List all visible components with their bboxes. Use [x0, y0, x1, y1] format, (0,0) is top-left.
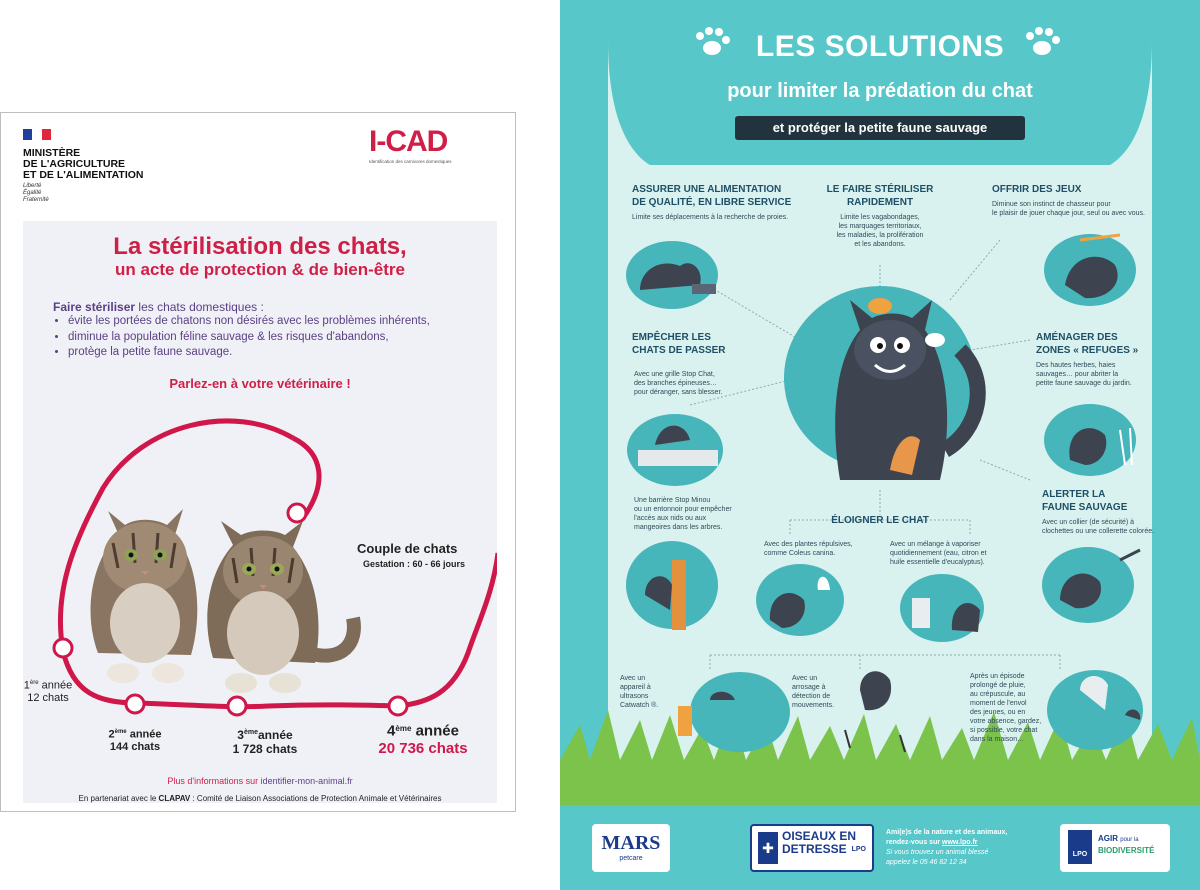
mars-logo-text: MARS: [601, 832, 661, 854]
year-3-sup: ème: [243, 729, 258, 736]
invite-line-3: Si vous trouvez un animal blessé: [886, 849, 989, 856]
pluie-line: si possible, votre chat: [970, 727, 1038, 734]
collar-bell: [288, 504, 306, 522]
year-2-num: 2: [108, 728, 115, 741]
main-subtitle: un acte de protection & de bien-être: [115, 260, 405, 279]
refuges-title-1: AMÉNAGER DES: [1036, 332, 1118, 343]
year-4-text: année: [411, 722, 459, 740]
barriere-text-1: Une barrière Stop Minou: [634, 497, 711, 504]
ministry-name-2: DE L'AGRICULTURE: [23, 158, 126, 170]
cross-icon: ✚: [758, 832, 778, 864]
solutions-ribbon: et protéger la petite faune sauvage: [735, 116, 1025, 140]
grille-text-1: Avec une grille Stop Chat,: [634, 371, 715, 378]
alimentation-desc: Limite ses déplacements à la recherche de proies.: [632, 214, 789, 221]
solutions-subtitle: pour limiter la prédation du chat: [727, 80, 1033, 102]
year-1-count: 12 chats: [27, 691, 69, 704]
year-4-dot: [389, 697, 407, 715]
kitten-right: [207, 521, 354, 693]
oiseaux-text-2: DETRESSE: [782, 842, 847, 856]
barriere-text-2: ou un entonnoir pour empêcher: [634, 506, 732, 513]
vignette-vaporiser: [900, 574, 984, 642]
icad-logo: [369, 127, 479, 164]
year-1-sup: ère: [29, 680, 39, 686]
lpo-mark: LPO: [1068, 830, 1092, 864]
vignette-plantes: [756, 564, 844, 636]
steriliser-desc-4: et les abandons.: [854, 241, 906, 248]
partner-prefix: En partenariat avec le: [78, 794, 159, 803]
steriliser-desc-1: Limite les vagabondages,: [840, 214, 920, 221]
benefit-item: • diminue la population féline sauvage & les risques d'abandons,: [68, 330, 508, 346]
arrosage-text: [792, 674, 852, 710]
section-jeux: [992, 183, 1172, 218]
vignette-pluie: [1047, 670, 1143, 750]
invite-line-1: Ami(e)s de la nature et des animaux,: [886, 829, 1008, 836]
biodiversite-text: BIODIVERSITÉ: [1098, 846, 1155, 855]
pluie-line: dans la maison…: [970, 736, 1025, 743]
arrosage-line: mouvements.: [792, 702, 835, 709]
year-2-dot: [126, 695, 144, 713]
kittens-growth-illustration: [23, 393, 497, 763]
steriliser-desc-2: les marquages territoriaux,: [838, 223, 922, 230]
more-info-prefix: Plus d'informations sur: [167, 776, 261, 786]
mars-logo-sub: petcare: [619, 855, 643, 862]
pluie-line: prolongé de pluie,: [970, 682, 1026, 689]
agir-pour-text: pour la: [1120, 837, 1139, 843]
intro-line: [53, 300, 264, 314]
vet-cta: Parlez-en à votre vétérinaire !: [169, 376, 351, 391]
couple-title: Couple de chats: [357, 541, 458, 556]
pluie-line: moment de l'envol: [970, 700, 1027, 707]
agir-text: AGIR: [1098, 834, 1118, 843]
intro-rest: les chats domestiques :: [135, 300, 264, 314]
plantes-text-1: Avec des plantes répulsives,: [764, 541, 853, 548]
steriliser-title-1: LE FAIRE STÉRILISER: [826, 184, 934, 195]
footer-invite: [886, 828, 1036, 868]
year-4-num: 4: [387, 722, 396, 740]
ministry-name-1: MINISTÈRE: [23, 147, 81, 159]
year-2-count: 144 chats: [109, 740, 161, 753]
pluie-line: votre absence, gardez,: [970, 718, 1042, 725]
main-title: La stérilisation des chats,: [113, 233, 407, 260]
alerter-title-2: FAUNE SAUVAGE: [1042, 502, 1128, 513]
plantes-text-2: comme Coleus canina.: [764, 550, 836, 557]
eloigner-vaporiser: [890, 540, 1020, 567]
year-2-text: année: [126, 728, 162, 741]
year-1-dot: [54, 639, 72, 657]
french-flag-icon: [23, 129, 51, 140]
year-3-label: [223, 726, 307, 756]
alerter-desc-2: clochettes ou une collerette colorée.: [1042, 528, 1155, 535]
lpo-agir-logo: [1060, 824, 1170, 872]
invite-line-4: appelez le 05 46 82 12 34: [886, 859, 967, 866]
vignette-refuges: [1044, 404, 1136, 476]
section-steriliser: [800, 183, 960, 249]
benefit-item: • protège la petite faune sauvage.: [68, 345, 508, 361]
refuges-title-2: ZONES « REFUGES »: [1036, 345, 1139, 356]
partner-line: [23, 794, 497, 803]
ultrasons-line: Catwatch ®.: [620, 702, 659, 709]
arrosage-line: arrosage à: [792, 684, 826, 691]
motto-liberte: Liberté: [23, 183, 42, 189]
year-3-count: 1 728 chats: [232, 742, 298, 756]
year-4-label: [361, 723, 485, 759]
pluie-line: au crépuscule, au: [970, 691, 1026, 698]
year-3-text: année: [258, 728, 293, 742]
ultrasons-line: ultrasons: [620, 693, 649, 700]
pluie-line: Après un épisode: [970, 673, 1025, 680]
icad-logo-text: I-CAD: [369, 125, 448, 158]
refuges-desc-2: sauvages… pour abriter la: [1036, 371, 1119, 378]
pluie-line: des jeunes, ou en: [970, 709, 1026, 716]
section-empecher: [632, 331, 762, 357]
year-2-sup: ème: [114, 729, 127, 735]
vignette-jeux: [1044, 234, 1136, 306]
year-3-num: 3: [237, 728, 244, 742]
partner-name: CLAPAV: [158, 794, 191, 803]
year-2-label: [99, 726, 171, 753]
ministry-logo: [23, 127, 144, 204]
arrosage-line: détection de: [792, 693, 831, 700]
vignette-grille: [627, 414, 723, 486]
pluie-text: [970, 672, 1050, 744]
icad-subtitle: Identification des carnivores domestiques: [369, 159, 452, 164]
gestation-text: Gestation : 60 - 66 jours: [363, 559, 466, 569]
year-4-sup: ème: [395, 724, 412, 733]
steriliser-title-2: RAPIDEMENT: [846, 197, 914, 208]
year-1-num: 1: [23, 679, 30, 692]
predation-poster: [560, 0, 1200, 890]
section-alerter: [1042, 488, 1182, 536]
empecher-title-2: CHATS DE PASSER: [632, 345, 726, 356]
refuges-desc-3: petite faune sauvage du jardin.: [1036, 380, 1132, 387]
empecher-item-grille: [634, 370, 764, 397]
oiseaux-lpo-mark: LPO: [851, 846, 866, 853]
kitten-left: [91, 509, 198, 683]
section-refuges: [1036, 331, 1176, 388]
oiseaux-detresse-logo: [750, 824, 874, 872]
year-4-count: 20 736 chats: [378, 739, 468, 757]
barriere-text-3: l'accès aux nids ou aux: [634, 515, 707, 522]
empecher-title-1: EMPÊCHER LES: [632, 332, 711, 343]
oiseaux-text-1: OISEAUX EN: [782, 829, 857, 843]
spray-text-3: huile essentielle d'eucalyptus).: [890, 559, 985, 566]
vignette-alimentation: [626, 241, 718, 309]
alerter-desc-1: Avec un collier (de sécurité) à: [1042, 519, 1135, 526]
intro-bold: Faire stériliser: [53, 300, 136, 314]
year-1-label: [17, 677, 79, 704]
year-1-text: année: [38, 679, 73, 692]
jeux-desc-2: le plaisir de jouer chaque jour, seul ou avec vous.: [992, 210, 1145, 217]
ultrasons-line: appareil à: [620, 684, 651, 691]
alimentation-title-2: DE QUALITÉ, EN LIBRE SERVICE: [632, 197, 792, 208]
benefits-list: [53, 314, 508, 361]
ministry-name-3: ET DE L'ALIMENTATION: [23, 169, 144, 181]
lpo-link[interactable]: www.lpo.fr: [942, 839, 978, 846]
solutions-title: LES SOLUTIONS: [755, 30, 1005, 63]
motto-egalite: Égalité: [23, 190, 42, 196]
jeux-title: OFFRIR DES JEUX: [992, 184, 1082, 195]
alerter-title-1: ALERTER LA: [1042, 489, 1106, 500]
more-info-link[interactable]: identifier-mon-animal.fr: [260, 776, 353, 786]
year-3-dot: [228, 697, 246, 715]
empecher-item-barriere: [634, 496, 774, 532]
sterilisation-poster: [0, 112, 516, 812]
jeux-desc-1: Diminue son instinct de chasseur pour: [992, 201, 1111, 208]
eloigner-plantes: [764, 540, 884, 558]
refuges-desc-1: Des hautes herbes, haies: [1036, 362, 1116, 369]
mars-logo: [592, 824, 670, 872]
motto-fraternite: Fraternité: [23, 197, 49, 203]
benefit-item: • évite les portées de chatons non désirés avec les problèmes inhérents,: [68, 314, 508, 330]
barriere-text-4: mangeoires dans les arbres.: [634, 524, 723, 531]
grille-text-2: des branches épineuses…: [634, 380, 717, 387]
spray-text-1: Avec un mélange à vaporiser: [890, 541, 981, 548]
ultrasons-line: Avec un: [620, 675, 646, 682]
grille-text-3: pour déranger, sans blesser.: [634, 389, 723, 396]
alimentation-title-1: ASSURER UNE ALIMENTATION: [632, 184, 782, 195]
partner-rest: : Comité de Liaison Associations de Protection Animale et Vétérinaires: [190, 794, 442, 803]
spray-text-2: quotidiennement (eau, citron et: [890, 550, 987, 557]
section-alimentation: [632, 183, 792, 222]
arrosage-line: Avec un: [792, 675, 818, 682]
more-info-line: [23, 776, 497, 786]
eloigner-title: ÉLOIGNER LE CHAT: [831, 515, 929, 526]
ultrasons-text: [620, 674, 680, 710]
invite-line-2: rendez-vous sur: [886, 839, 943, 846]
steriliser-desc-3: les maladies, la prolifération: [836, 232, 924, 239]
